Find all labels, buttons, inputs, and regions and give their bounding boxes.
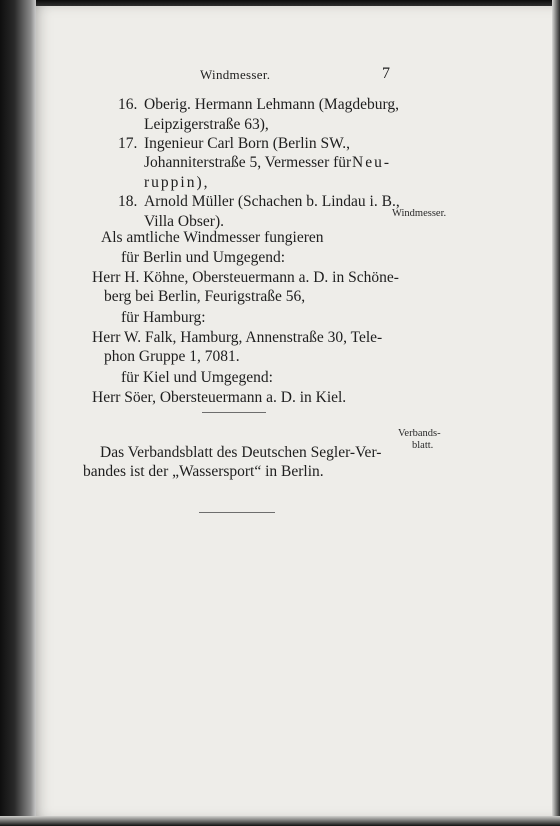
paragraph-line: Herr Söer, Obersteuermann a. D. in Kiel. — [92, 389, 347, 406]
book-binding-shadow — [0, 0, 36, 826]
list-item-text-spaced: Neu- — [352, 154, 391, 171]
margin-note-windmesser: Windmesser. — [392, 208, 447, 219]
margin-note-blatt: blatt. — [412, 440, 434, 451]
paragraph-line: bandes ist der „Wassersport“ in Berlin. — [83, 463, 324, 480]
list-item-number: 16. — [118, 96, 138, 113]
paragraph-line: berg bei Berlin, Feurigstraße 56, — [104, 288, 306, 305]
paragraph-line: Als amtliche Windmesser fungieren — [101, 229, 324, 246]
scan-bottom-edge — [0, 816, 560, 826]
page-number: 7 — [382, 65, 390, 82]
list-item-text: Villa Obser). — [144, 213, 224, 230]
paragraph-line: phon Gruppe 1, 7081. — [104, 348, 240, 365]
paragraph-line: Herr H. Köhne, Obersteuermann a. D. in Schöne- — [92, 269, 399, 286]
list-item-number: 17. — [118, 135, 138, 152]
list-item-number: 18. — [118, 193, 138, 210]
paragraph-line: für Berlin und Umgegend: — [121, 249, 286, 266]
paragraph-line: Herr W. Falk, Hamburg, Annenstraße 30, Tele- — [92, 329, 383, 346]
paragraph-line: für Kiel und Umgegend: — [121, 369, 273, 386]
paragraph-line: für Hamburg: — [121, 309, 206, 326]
list-item-text: Ingenieur Carl Born (Berlin SW., — [144, 135, 351, 152]
book-page — [28, 6, 552, 818]
list-item-text-spaced: ruppin), — [144, 174, 210, 191]
margin-note-verbands: Verbands- — [398, 428, 441, 439]
list-item-text: Johanniterstraße 5, Vermesser für — [144, 154, 352, 171]
running-header: Windmesser. — [200, 67, 271, 82]
paragraph-line: Das Verbandsblatt des Deutschen Segler-Ver- — [100, 444, 382, 461]
list-item-text: Oberig. Hermann Lehmann (Magdeburg, — [144, 96, 399, 113]
list-item-text: Leipzigerstraße 63), — [144, 116, 269, 133]
end-divider — [199, 512, 275, 513]
scan-right-edge — [552, 0, 560, 826]
section-divider — [202, 412, 266, 413]
list-item-text: Arnold Müller (Schachen b. Lindau i. B., — [144, 193, 400, 210]
